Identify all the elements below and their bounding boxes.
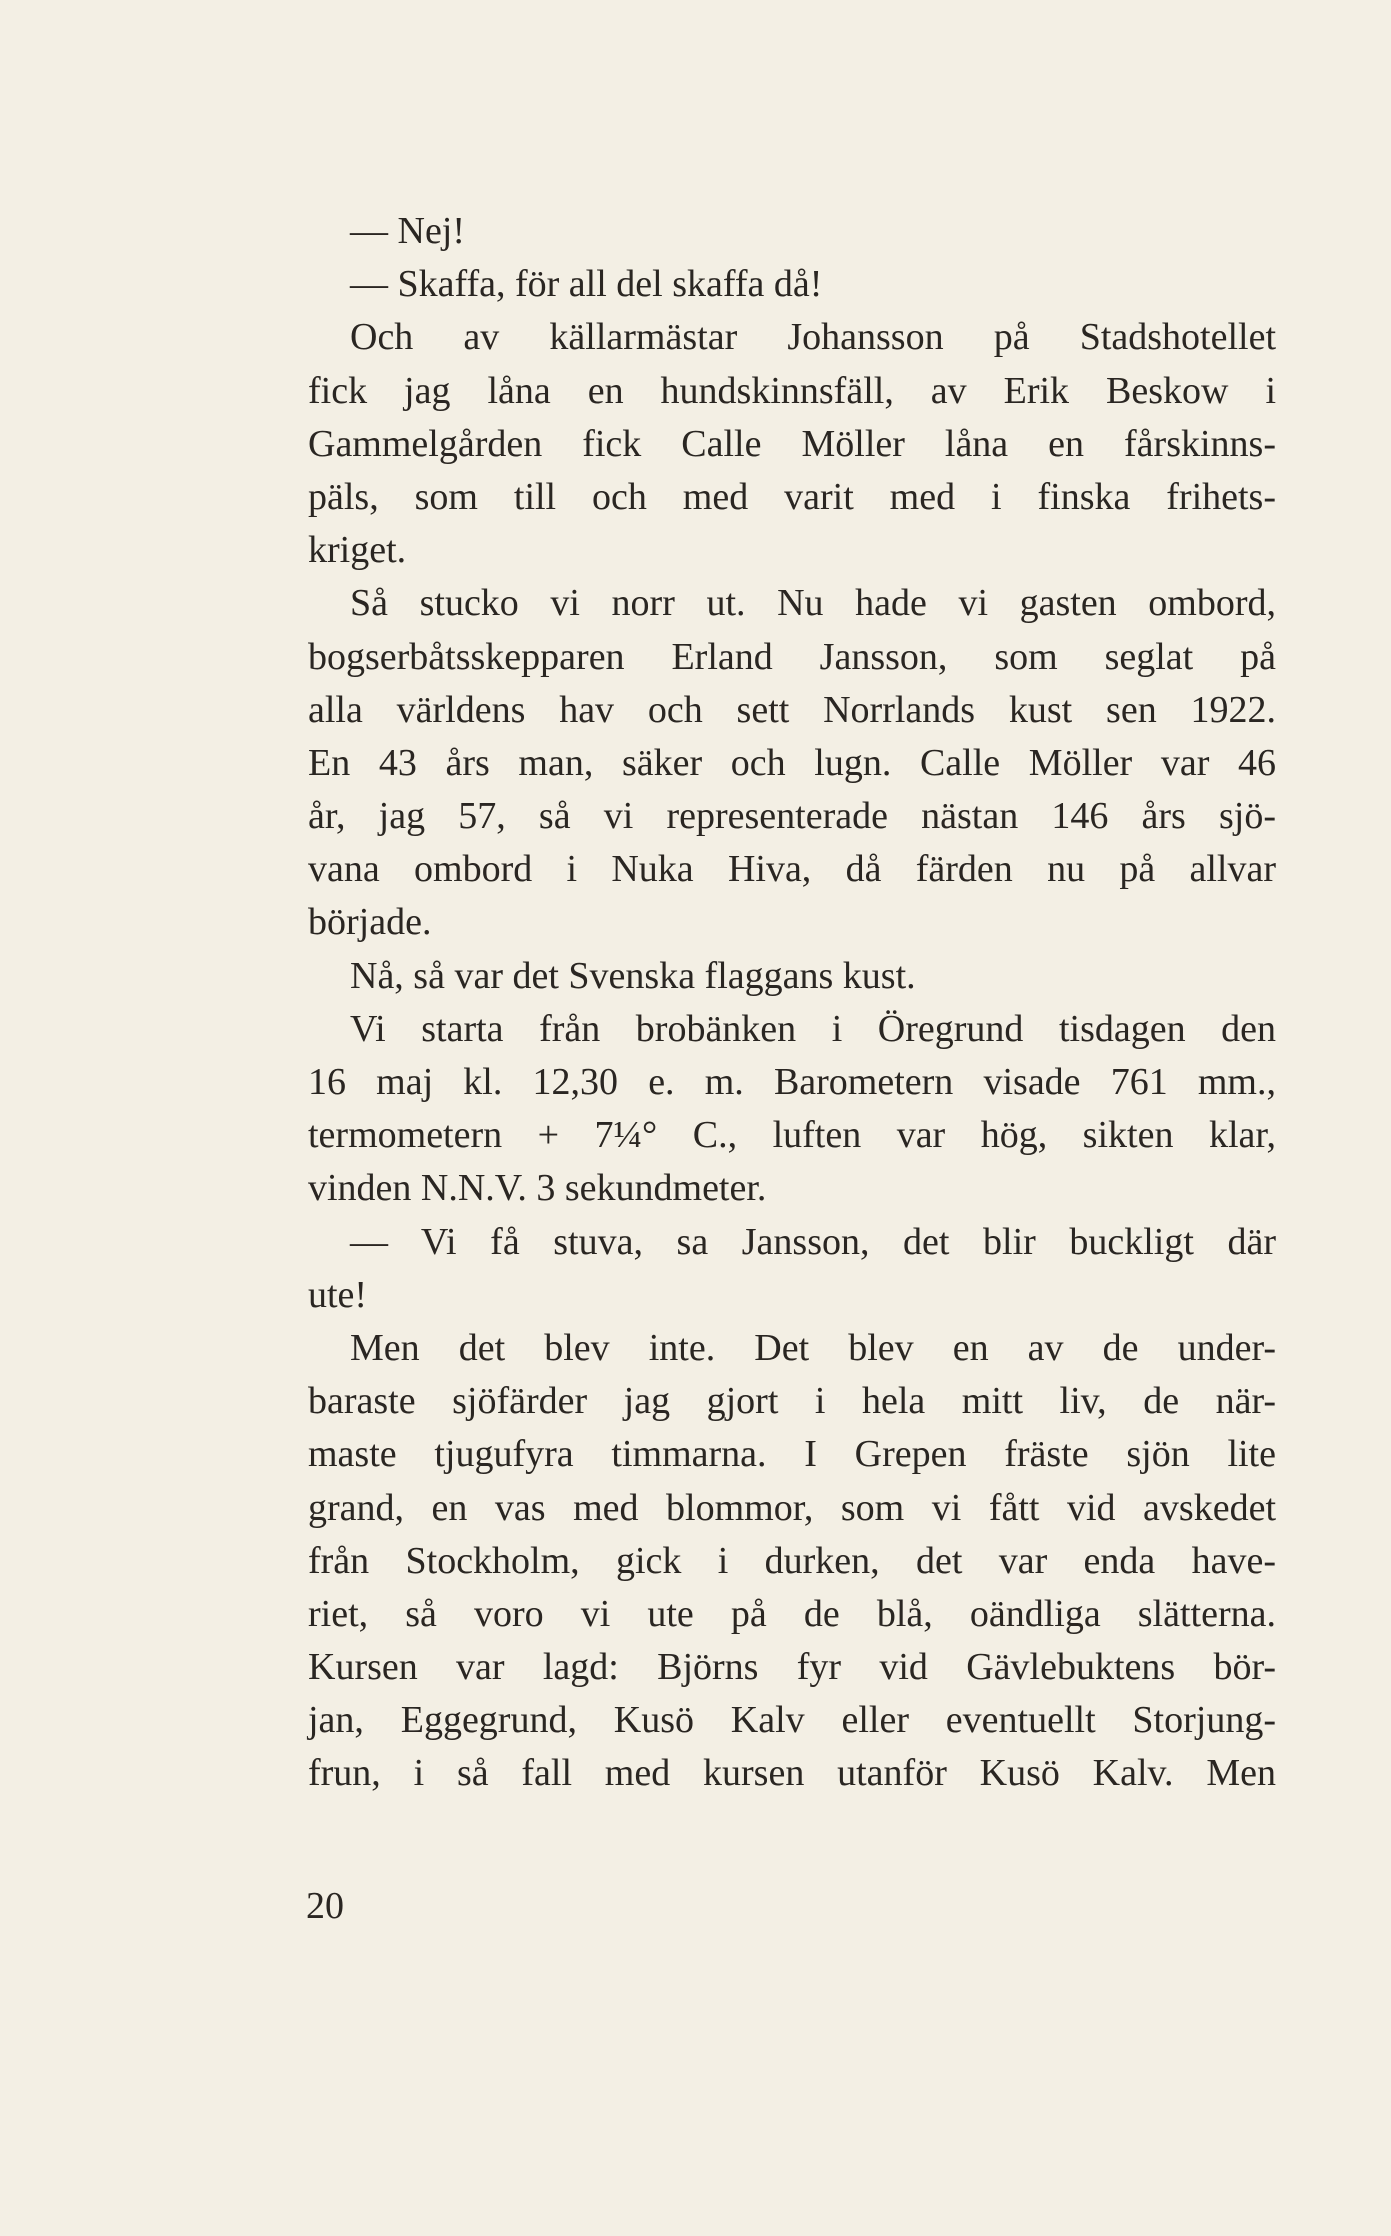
text-line: frun, i så fall med kursen utanför Kusö Kalv. Men bbox=[308, 1752, 1276, 1795]
text-line: Gammelgården fick Calle Möller låna en fårskinns- bbox=[308, 422, 1276, 465]
text-line: riet, så voro vi ute på de blå, oändliga slätterna. bbox=[308, 1592, 1276, 1635]
page-number: 20 bbox=[306, 1885, 344, 1927]
text-line: grand, en vas med blommor, som vi fått vid avskedet bbox=[308, 1486, 1276, 1529]
text-line: Och av källarmästar Johansson på Stadshotellet bbox=[350, 316, 1276, 359]
text-line: kriget. bbox=[308, 529, 407, 572]
text-line: från Stockholm, gick i durken, det var enda have- bbox=[308, 1539, 1276, 1582]
text-line: Så stucko vi norr ut. Nu hade vi gasten ombord, bbox=[350, 582, 1276, 625]
text-line: 16 maj kl. 12,30 e. m. Barometern visade 761 mm., bbox=[308, 1061, 1276, 1103]
text-line: Kursen var lagd: Björns fyr vid Gävlebuktens bör- bbox=[308, 1646, 1276, 1689]
text-line: termometern + 7¼° C., luften var hög, sikten klar, bbox=[308, 1114, 1276, 1157]
text-line: Nå, så var det Svenska flaggans kust. bbox=[350, 954, 916, 997]
text-line: päls, som till och med varit med i finska frihets- bbox=[308, 475, 1276, 518]
text-line: baraste sjöfärder jag gjort i hela mitt liv, de när- bbox=[308, 1380, 1276, 1423]
text-line: vana ombord i Nuka Hiva, då färden nu på allvar bbox=[308, 848, 1276, 891]
text-line: år, jag 57, så vi representerade nästan 146 års sjö- bbox=[308, 795, 1276, 838]
text-line: — Skaffa, för all del skaffa då! bbox=[350, 263, 823, 306]
text-line: Vi starta från brobänken i Öregrund tisdagen den bbox=[350, 1007, 1276, 1050]
body-text bbox=[308, 205, 1276, 1801]
text-line: fick jag låna en hundskinnsfäll, av Erik Beskow i bbox=[308, 369, 1276, 412]
text-line: vinden N.N.V. 3 sekundmeter. bbox=[308, 1167, 767, 1210]
text-line: alla världens hav och sett Norrlands kust sen 1922. bbox=[308, 688, 1276, 731]
text-line: Men det blev inte. Det blev en av de under- bbox=[350, 1326, 1276, 1369]
text-line: jan, Eggegrund, Kusö Kalv eller eventuellt Storjung- bbox=[308, 1699, 1276, 1742]
text-line: maste tjugufyra timmarna. I Grepen fräste sjön lite bbox=[308, 1433, 1276, 1476]
text-line: — Vi få stuva, sa Jansson, det blir buckligt där bbox=[350, 1220, 1276, 1263]
text-line: En 43 års man, säker och lugn. Calle Möller var 46 bbox=[308, 741, 1276, 784]
text-line: — Nej! bbox=[350, 210, 466, 252]
text-line: började. bbox=[308, 901, 432, 944]
text-line: ute! bbox=[308, 1273, 368, 1316]
text-line: bogserbåtsskepparen Erland Jansson, som seglat på bbox=[308, 635, 1276, 678]
